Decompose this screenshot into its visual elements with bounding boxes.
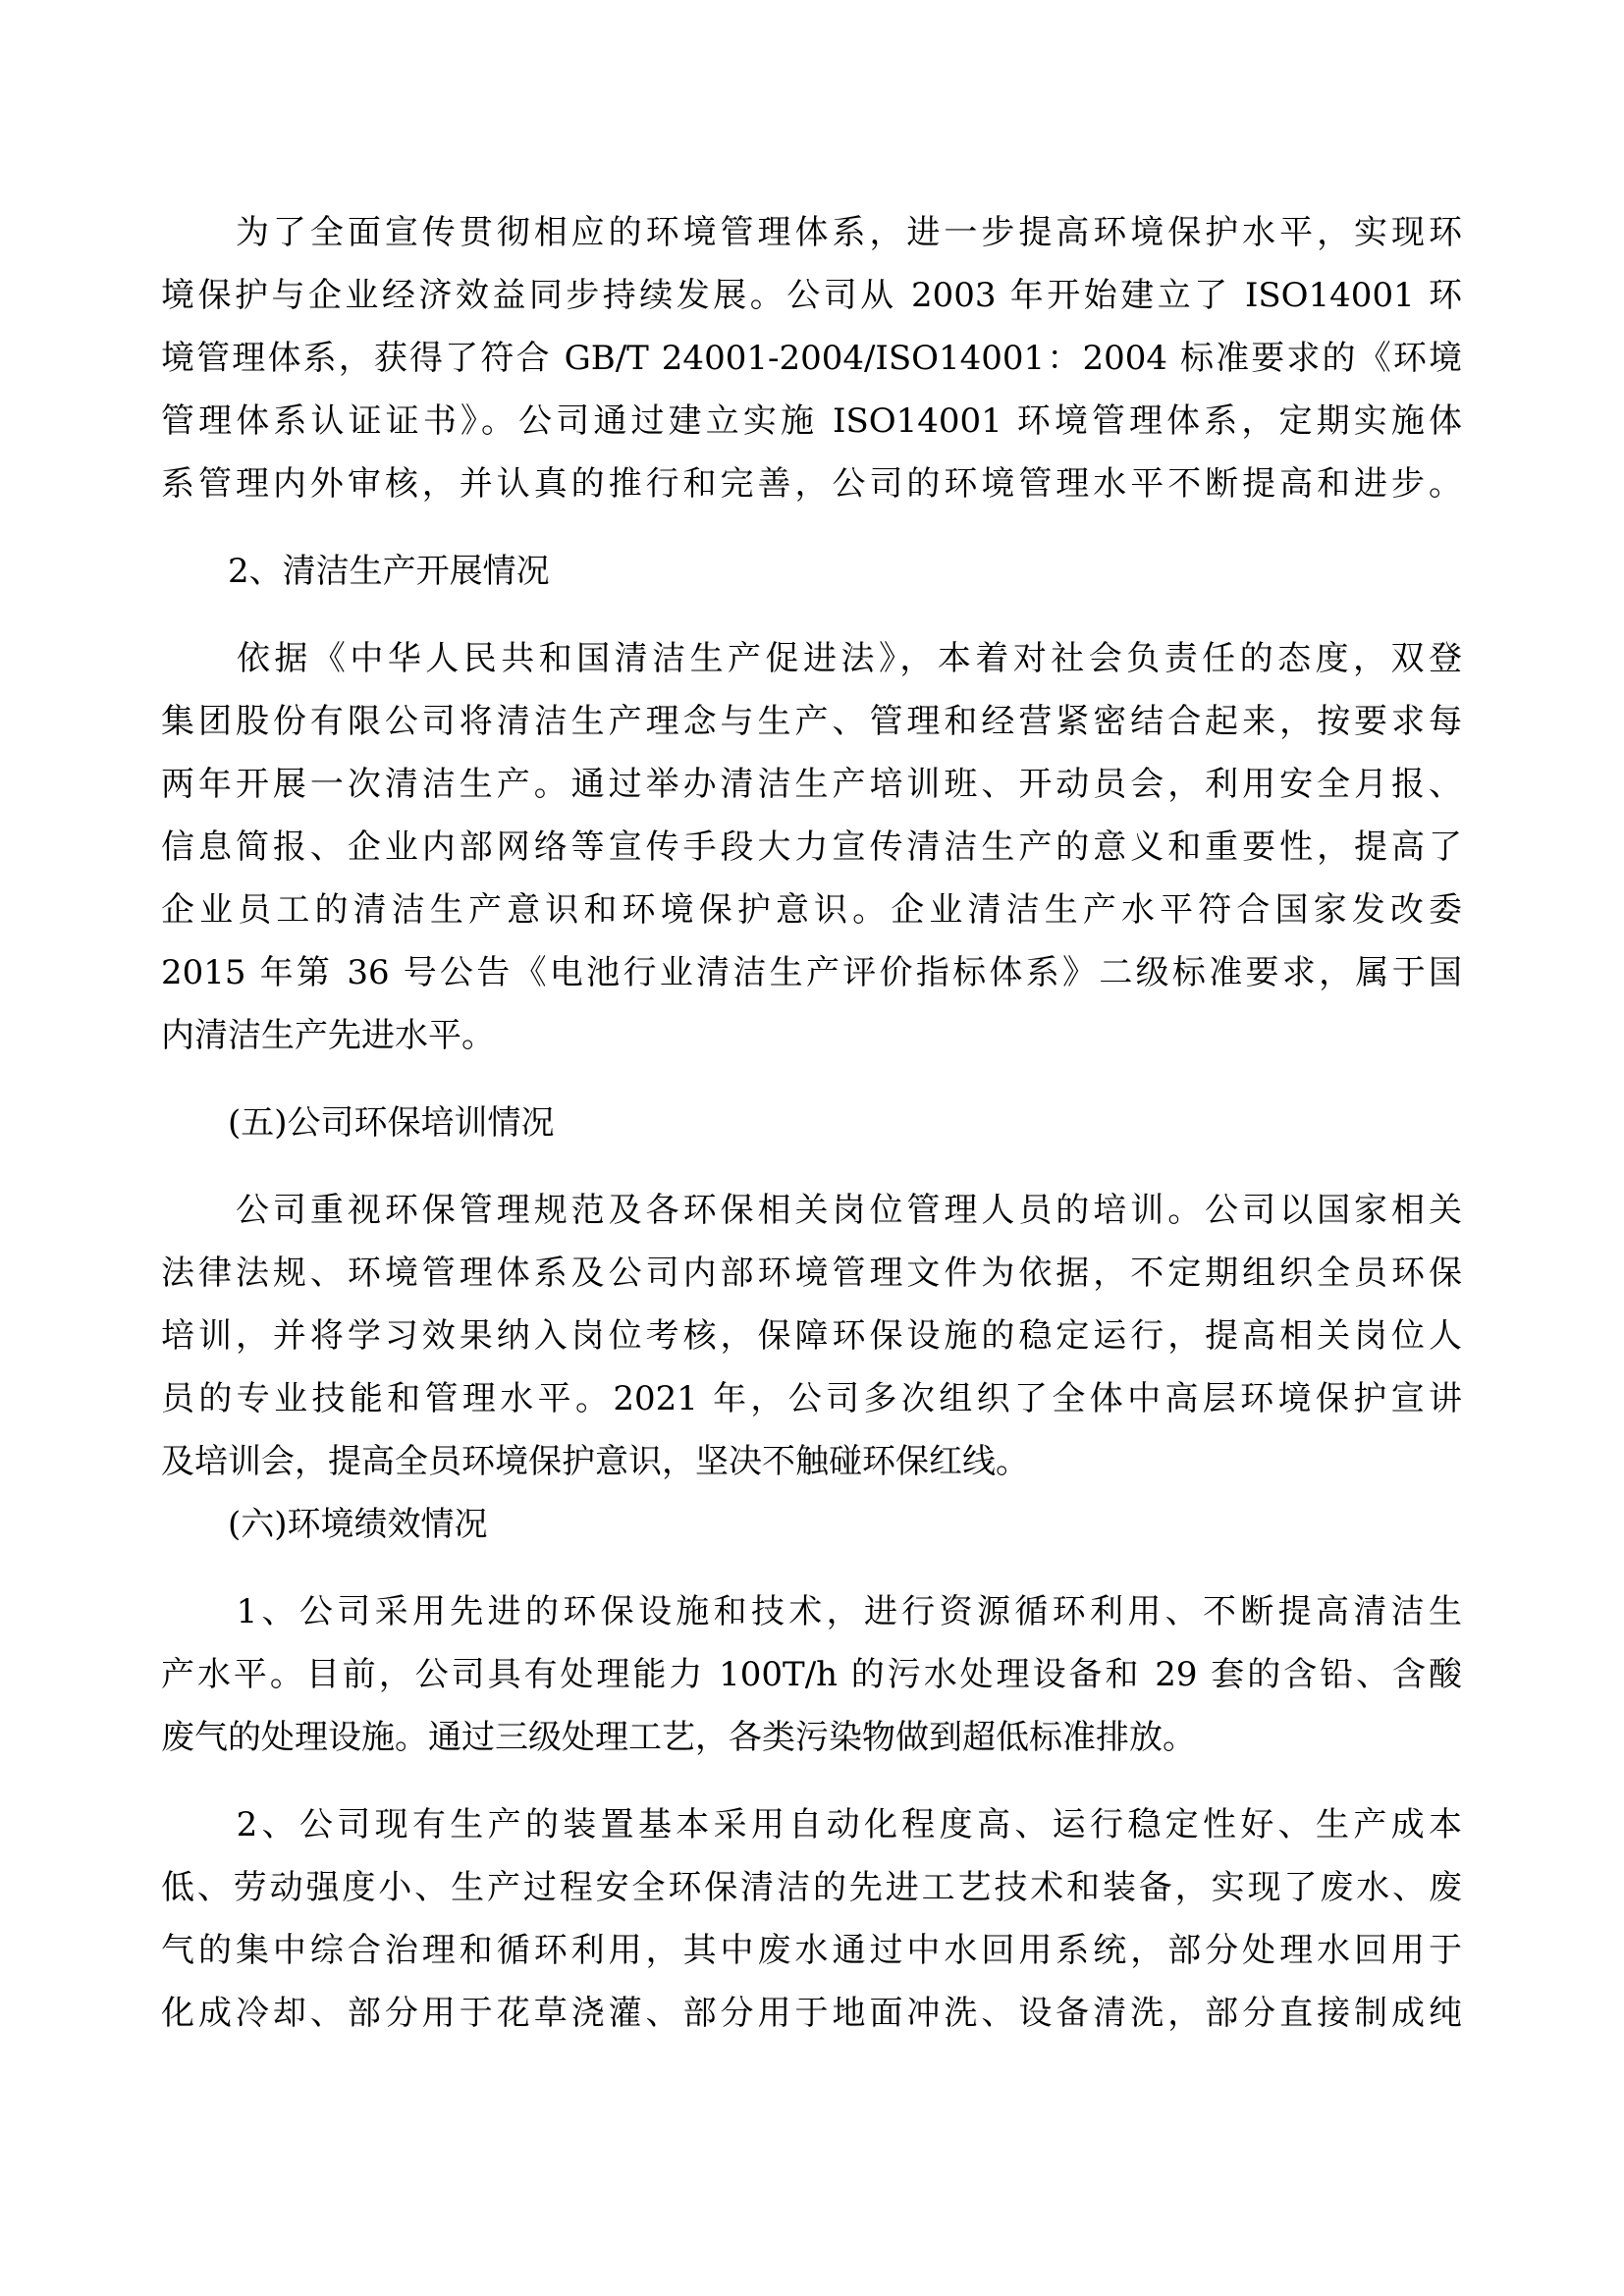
text-line: 废气的处理设施。通过三级处理工艺，各类污染物做到超低标准排放。 xyxy=(161,1718,1196,1757)
text-line: 信息简报、企业内部网络等宣传手段大力宣传清洁生产的意义和重要性，提高了 xyxy=(161,828,1462,867)
heading-clean-production xyxy=(161,540,1462,603)
text-line: 员的专业技能和管理水平。2021 年，公司多次组织了全体中高层环境保护宣讲 xyxy=(161,1379,1462,1418)
text-line: 及培训会，提高全员环境保护意识，坚决不触碰环保红线。 xyxy=(161,1442,1029,1481)
text-line: 1、公司采用先进的环保设施和技术，进行资源循环利用、不断提高清洁生 xyxy=(161,1592,1462,1631)
paragraph-clean-production xyxy=(161,627,1462,1067)
text-line: 内清洁生产先进水平。 xyxy=(161,1016,495,1055)
text-line: 2015 年第 36 号公告《电池行业清洁生产评价指标体系》二级标准要求，属于国 xyxy=(161,953,1462,992)
text-line: 境管理体系，获得了符合 GB/T 24001-2004/ISO14001：2004 标准要求的《环境 xyxy=(161,339,1462,378)
text-line: 企业员工的清洁生产意识和环境保护意识。企业清洁生产水平符合国家发改委 xyxy=(161,890,1462,930)
text-line: 管理体系认证证书》。公司通过建立实施 ISO14001 环境管理体系，定期实施体 xyxy=(161,401,1462,441)
text-line: 低、劳动强度小、生产过程安全环保清洁的先进工艺技术和装备，实现了废水、废 xyxy=(161,1868,1462,1907)
text-line: 集团股份有限公司将清洁生产理念与生产、管理和经营紧密结合起来，按要求每 xyxy=(161,702,1462,741)
text-line: 为了全面宣传贯彻相应的环境管理体系，进一步提高环境保护水平，实现环 xyxy=(161,213,1462,252)
text-line: 境保护与企业经济效益同步持续发展。公司从 2003 年开始建立了 ISO14001 环 xyxy=(161,276,1462,315)
paragraph-env-facilities xyxy=(161,1580,1462,1769)
heading-line: (六)环境绩效情况 xyxy=(161,1505,488,1544)
text-line: 2、公司现有生产的装置基本采用自动化程度高、运行稳定性好、生产成本 xyxy=(161,1805,1462,1844)
text-line: 法律法规、环境管理体系及公司内部环境管理文件为依据，不定期组织全员环保 xyxy=(161,1254,1462,1293)
paragraph-env-training xyxy=(161,1179,1462,1493)
text-line: 系管理内外审核，并认真的推行和完善，公司的环境管理水平不断提高和进步。 xyxy=(161,464,1462,504)
text-line: 气的集中综合治理和循环利用，其中废水通过中水回用系统，部分处理水回用于 xyxy=(161,1931,1462,1970)
text-line: 培训，并将学习效果纳入岗位考核，保障环保设施的稳定运行，提高相关岗位人 xyxy=(161,1316,1462,1356)
heading-env-performance xyxy=(161,1493,1462,1556)
text-line: 两年开展一次清洁生产。通过举办清洁生产培训班、开动员会，利用安全月报、 xyxy=(161,765,1462,804)
text-line: 依据《中华人民共和国清洁生产促进法》，本着对社会负责任的态度，双登 xyxy=(161,639,1462,678)
heading-env-training xyxy=(161,1092,1462,1154)
text-line: 化成冷却、部分用于花草浇灌、部分用于地面冲洗、设备清洗，部分直接制成纯 xyxy=(161,1994,1462,2033)
paragraph-iso14001-system xyxy=(161,201,1462,515)
heading-line: 2、清洁生产开展情况 xyxy=(161,552,550,591)
text-line: 产水平。目前，公司具有处理能力 100T/h 的污水处理设备和 29 套的含铅、含酸 xyxy=(161,1655,1462,1694)
text-line: 公司重视环保管理规范及各环保相关岗位管理人员的培训。公司以国家相关 xyxy=(161,1191,1462,1230)
heading-line: (五)公司环保培训情况 xyxy=(161,1103,555,1143)
paragraph-production-equipment xyxy=(161,1793,1462,2045)
